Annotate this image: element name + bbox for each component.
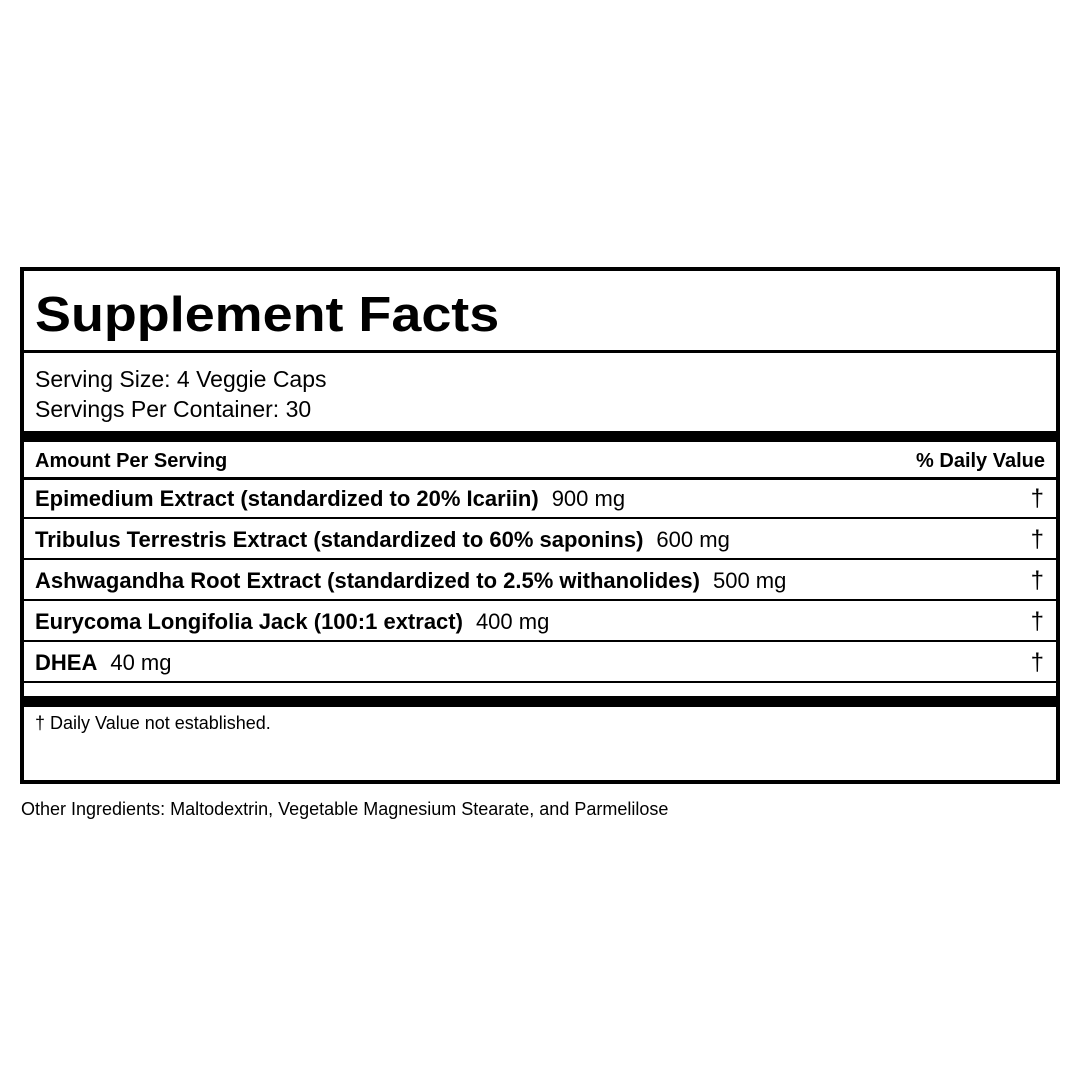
ingredient-amount: 900 mg bbox=[551, 486, 626, 511]
ingredient-name: Tribulus Terrestris Extract (standardized to 60% saponins) bbox=[35, 527, 644, 552]
ingredient-row bbox=[24, 521, 1056, 560]
serving-size: Serving Size: 4 Veggie Caps bbox=[35, 366, 327, 392]
thick-divider-top bbox=[24, 431, 1056, 442]
dagger-mark: † bbox=[1030, 649, 1044, 676]
other-ingredients: Other Ingredients: Maltodextrin, Vegetable Magnesium Stearate, and Parmelilose bbox=[21, 799, 669, 819]
thick-divider-bottom bbox=[24, 696, 1056, 707]
amount-per-serving-header: Amount Per Serving bbox=[35, 450, 228, 472]
ingredient-row bbox=[24, 603, 1056, 642]
dagger-mark: † bbox=[1030, 526, 1044, 553]
ingredient-name: Eurycoma Longifolia Jack (100:1 extract) bbox=[35, 609, 463, 634]
supplement-facts-panel bbox=[20, 267, 1060, 784]
daily-value-header: % Daily Value bbox=[916, 450, 1045, 472]
dagger-mark: † bbox=[1030, 485, 1044, 512]
ingredient-amount: 400 mg bbox=[475, 609, 550, 634]
ingredient-amount: 600 mg bbox=[656, 527, 730, 552]
dagger-mark: † bbox=[1030, 567, 1044, 594]
ingredient-row bbox=[24, 562, 1056, 601]
ingredient-name: Ashwagandha Root Extract (standardized to 2.5% withanolides) bbox=[35, 568, 700, 593]
ingredient-amount: 500 mg bbox=[712, 568, 787, 593]
ingredient-name: Epimedium Extract (standardized to 20% Icariin) bbox=[35, 486, 539, 511]
dagger-mark: † bbox=[1030, 608, 1044, 635]
title-divider bbox=[24, 350, 1056, 353]
servings-per-container: Servings Per Container: 30 bbox=[35, 396, 312, 422]
ingredient-name: DHEA bbox=[35, 650, 98, 675]
panel-title: Supplement Facts bbox=[35, 288, 500, 342]
ingredient-row bbox=[24, 644, 1056, 683]
ingredient-row bbox=[24, 480, 1056, 519]
ingredient-amount: 40 mg bbox=[110, 650, 172, 675]
daily-value-footnote: † Daily Value not established. bbox=[35, 713, 271, 733]
